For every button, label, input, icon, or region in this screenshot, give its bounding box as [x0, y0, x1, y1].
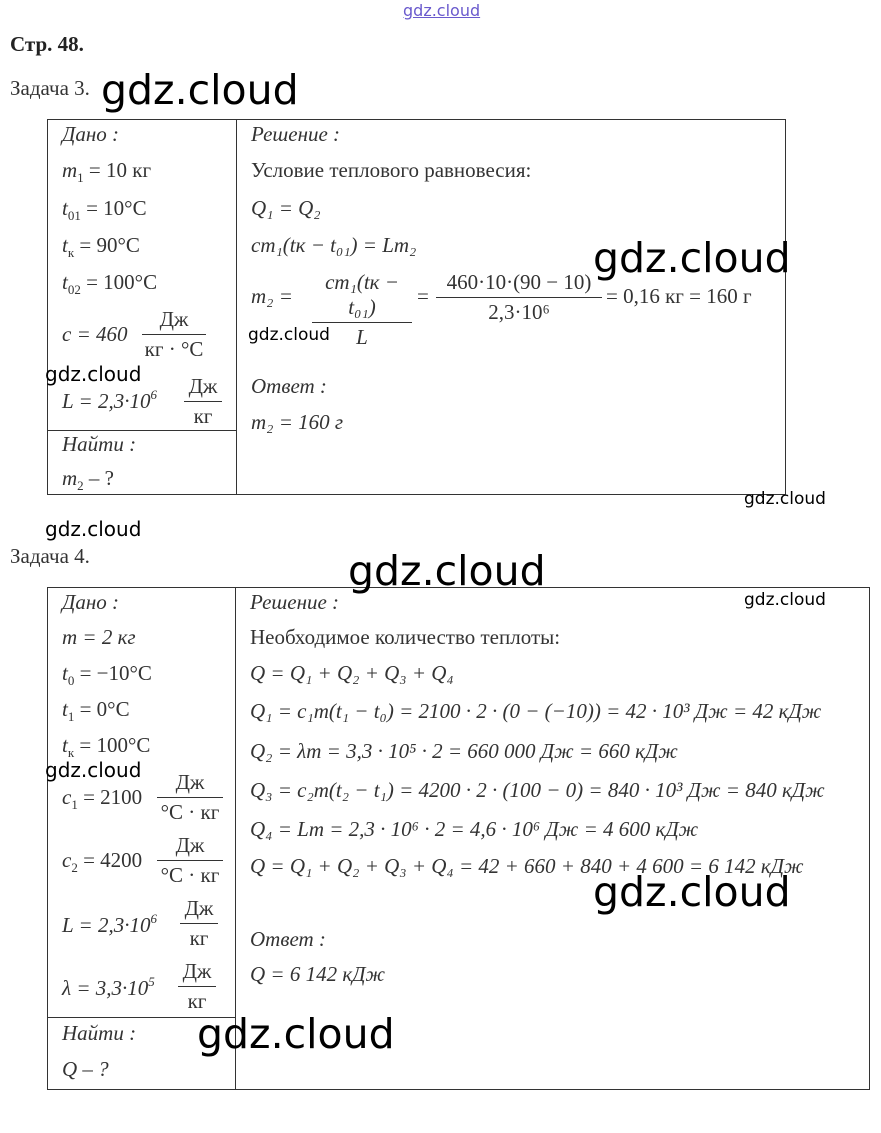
task4-line4: Q₂ = λm = 3,3 · 10⁵ · 2 = 660 000 Дж = 660 кДж — [250, 739, 678, 763]
task3-L: $L = 2,3\cdot 10^6$ — [62, 387, 157, 413]
task4-tk: $t_к = 100^\circ С$ — [62, 733, 151, 760]
task3-c: c = 460 — [62, 322, 128, 346]
task4-lambda-unit: Дж кг — [178, 959, 216, 1014]
watermark-7: gdz.cloud — [348, 547, 546, 595]
watermark-9: gdz.cloud — [45, 758, 142, 782]
task3-frac2: $\frac{460\cdot 10\cdot(90 - 10)}{\text{2,3·10⁶}}$ — [436, 270, 602, 325]
watermark-5: gdz.cloud — [744, 489, 826, 509]
task3-t02: $t_{02} = 100^\circ С$ — [62, 270, 158, 297]
task3-title: Задача 3. — [10, 76, 90, 100]
task3-divider — [236, 119, 237, 495]
task4-t0: $t_0 = -10^\circ С$ — [62, 661, 152, 688]
task3-L-unit: Дж кг — [184, 374, 222, 429]
task3-m1: $m_1 = 10$ кг — [62, 158, 152, 185]
task4-L-unit: Дж кг — [180, 896, 218, 951]
task3-line4-eq: = — [417, 284, 429, 308]
watermark-top[interactable]: gdz.cloud — [403, 1, 481, 20]
watermark-10: gdz.cloud — [593, 868, 791, 916]
task4-L: $L = 2,3\cdot 10^6$ — [62, 911, 157, 937]
task4-t1: $t_1 = 0^\circ С$ — [62, 697, 130, 724]
watermark-1: gdz.cloud — [101, 66, 299, 114]
task4-given-header: Дано : — [62, 590, 120, 614]
task3-find-divider — [47, 430, 236, 431]
task4-solution-header: Решение : — [250, 590, 340, 614]
page-label: Стр. 48. — [10, 32, 84, 56]
task4-c2-unit: Дж °С · кг — [157, 833, 223, 888]
task3-find-header: Найти : — [62, 432, 137, 456]
task3-line4-right: = 0,16 кг = 160 г — [606, 284, 752, 308]
task3-solution-header: Решение : — [251, 122, 341, 146]
task3-line3: cm₁(tк − t₀₁) = Lm₂ — [251, 233, 417, 257]
task4-line6: Q₄ = Lm = 2,3 · 10⁶ · 2 = 4,6 · 10⁶ Дж = 4 600 кДж — [250, 817, 699, 841]
task4-answer: Q = 6 142 кДж — [250, 962, 386, 986]
task4-c2: $c_2 = 4200$ — [62, 848, 143, 875]
watermark-6: gdz.cloud — [45, 517, 142, 541]
task4-m: m = 2 кг — [62, 625, 136, 649]
task3-c-unit: Дж кг · °С — [142, 307, 206, 362]
task3-tk: $t_к = 90^\circ С$ — [62, 233, 140, 260]
watermark-11: gdz.cloud — [197, 1010, 395, 1058]
task3-line4-left: m₂ = — [251, 284, 293, 308]
task4-title: Задача 4. — [10, 544, 90, 568]
task4-c1: $c_1 = 2100$ — [62, 785, 143, 812]
watermark-3: gdz.cloud — [248, 325, 330, 345]
task3-given-header: Дано : — [62, 122, 120, 146]
task3-frac1: cm₁(tк − t₀₁) L — [312, 270, 412, 350]
task3-answer: m₂ = 160 г — [251, 410, 344, 434]
task3-find: $m_2$ – ? — [62, 466, 114, 493]
task4-find-header: Найти : — [62, 1021, 137, 1045]
watermark-8: gdz.cloud — [744, 590, 826, 610]
task4-find: Q – ? — [62, 1057, 109, 1081]
task4-lambda: $\lambda = 3,3\cdot 10^5$ — [62, 974, 155, 1000]
task4-line2: Q = Q₁ + Q₂ + Q₃ + Q₄ — [250, 661, 454, 685]
task4-answer-header: Ответ : — [250, 927, 326, 951]
task4-line7: Q = Q₁ + Q₂ + Q₃ + Q₄ = 42 + 660 + 840 + 4 600 = 6 142 кДж — [250, 854, 804, 878]
task4-line3: Q₁ = c₁m(t₁ − t₀) = 2100 · 2 · (0 − (−10)) = 42 · 10³ Дж = 42 кДж — [250, 699, 822, 723]
task3-line1: Условие теплового равновесия: — [251, 158, 532, 182]
task3-line2: Q₁ = Q₂ — [251, 196, 321, 220]
task4-line5: Q₃ = c₂m(t₂ − t₁) = 4200 · 2 · (100 − 0) = 840 · 10³ Дж = 840 кДж — [250, 778, 825, 802]
task3-t01: $t_{01} = 10^\circ С$ — [62, 196, 147, 223]
watermark-2: gdz.cloud — [593, 234, 791, 282]
task4-line1: Необходимое количество теплоты: — [250, 625, 561, 649]
task4-c1-unit: Дж °С · кг — [157, 770, 223, 825]
task3-answer-header: Ответ : — [251, 374, 327, 398]
watermark-4: gdz.cloud — [45, 362, 142, 386]
